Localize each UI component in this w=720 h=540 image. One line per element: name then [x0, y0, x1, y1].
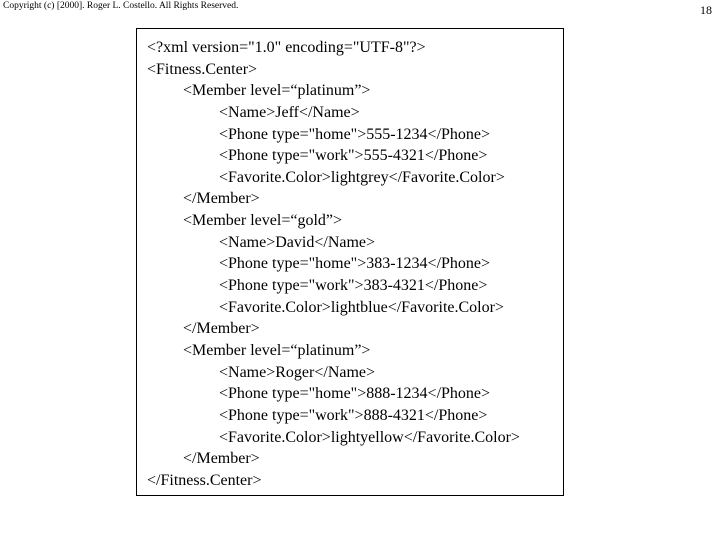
code-line: <Member level=“platinum”>: [183, 341, 371, 359]
xml-code-listing: [147, 37, 520, 491]
code-line: <Member level=“gold”>: [183, 212, 343, 230]
code-line: <Name>David</Name>: [219, 233, 376, 251]
code-line: <Phone type="home">383-1234</Phone>: [219, 255, 491, 273]
page-number: 18: [700, 3, 712, 17]
code-line: <Favorite.Color>lightblue</Favorite.Color>: [219, 298, 504, 316]
code-line: <Fitness.Center>: [147, 60, 258, 78]
code-line: <Name>Roger</Name>: [219, 363, 376, 381]
code-line: <Phone type="work">383-4321</Phone>: [219, 277, 488, 295]
copyright-notice: Copyright (c) [2000]. Roger L. Costello. All Rights Reserved.: [3, 1, 239, 11]
code-line: <?xml version="1.0" encoding="UTF-8"?>: [147, 39, 426, 56]
code-line: </Member>: [183, 320, 260, 338]
code-line: <Name>Jeff</Name>: [219, 103, 360, 121]
code-line: </Member>: [183, 190, 260, 208]
code-line: <Phone type="home">555-1234</Phone>: [219, 125, 491, 143]
code-line: <Member level=“platinum”>: [183, 82, 371, 100]
code-line: </Fitness.Center>: [147, 471, 262, 489]
code-line: <Phone type="work">555-4321</Phone>: [219, 147, 488, 165]
code-line: <Phone type="home">888-1234</Phone>: [219, 385, 491, 403]
code-line: <Favorite.Color>lightgrey</Favorite.Color>: [219, 168, 505, 186]
code-line: <Phone type="work">888-4321</Phone>: [219, 406, 488, 424]
code-line: </Member>: [183, 450, 260, 468]
code-line: <Favorite.Color>lightyellow</Favorite.Color>: [219, 428, 520, 446]
